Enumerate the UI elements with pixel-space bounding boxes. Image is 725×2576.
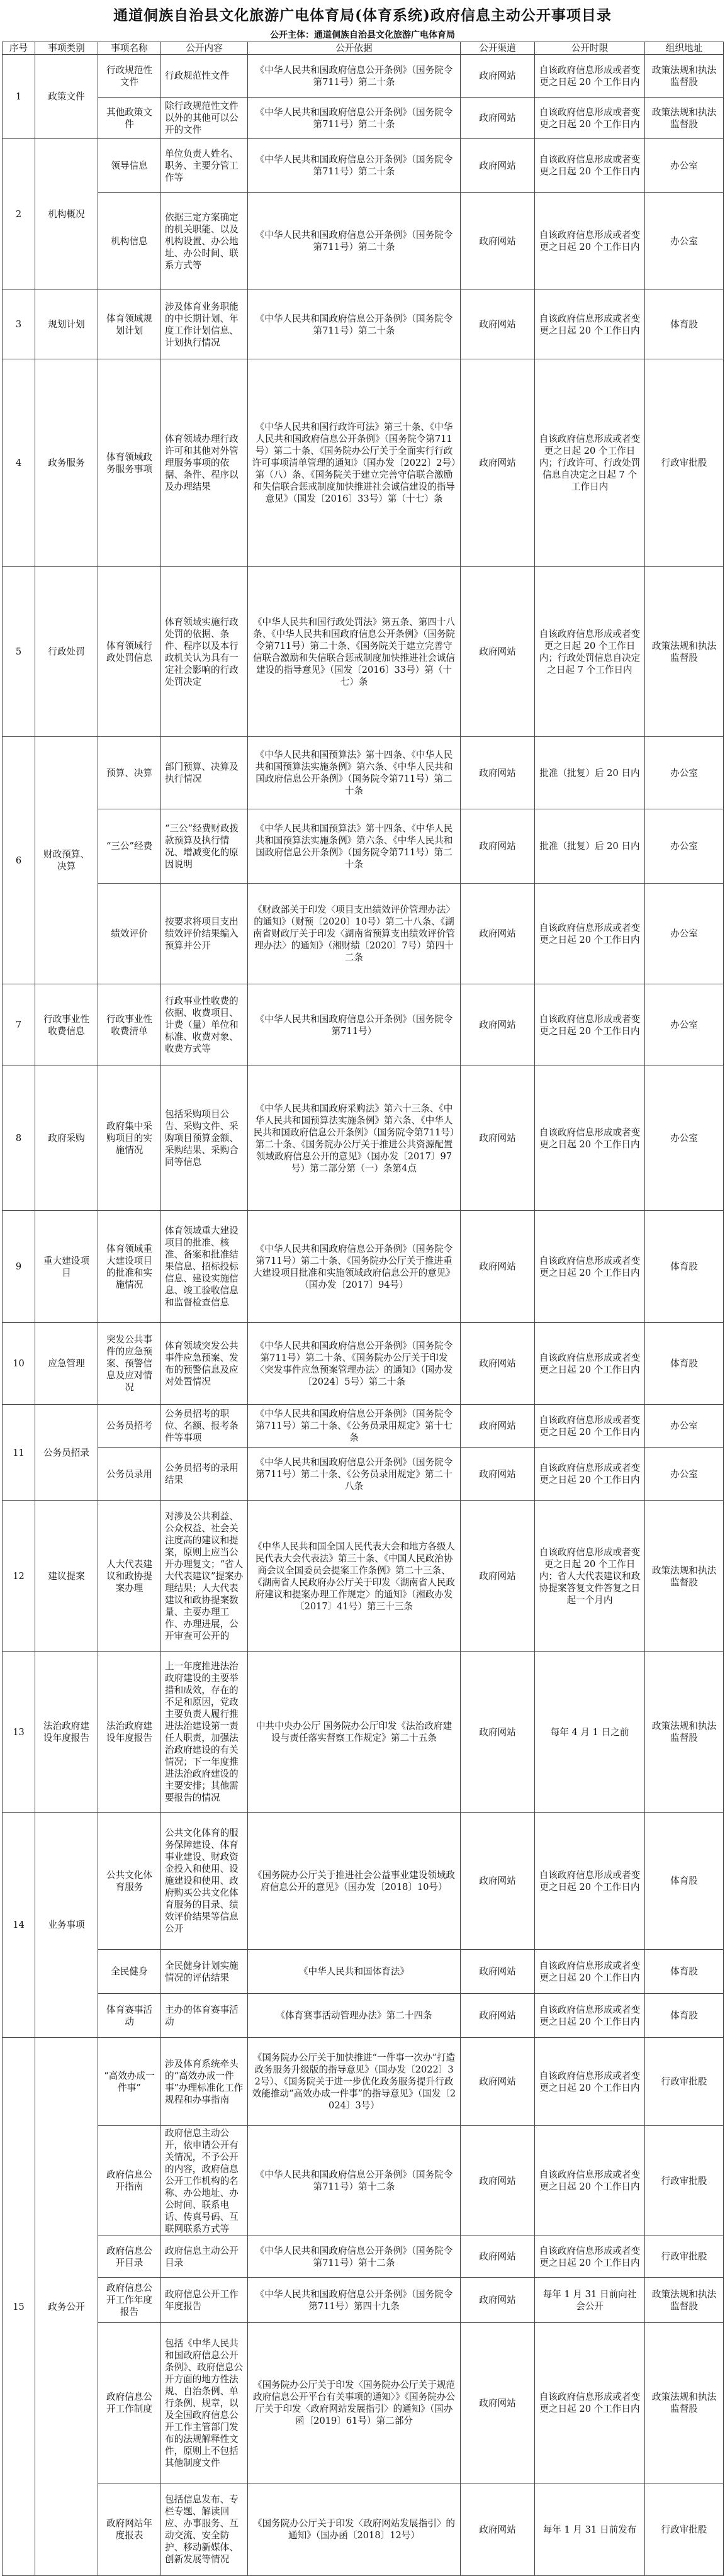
cell-channel: 政府网站 <box>461 98 535 139</box>
table-row <box>3 737 724 809</box>
cell-category: 行政处罚 <box>35 567 98 737</box>
catalog-table <box>2 42 724 2576</box>
cell-content: 部门预算、决算及执行情况 <box>161 737 248 809</box>
cell-department: 办公室 <box>645 1405 724 1448</box>
cell-channel: 政府网站 <box>461 290 535 359</box>
cell-index: 3 <box>3 290 35 359</box>
cell-channel: 政府网站 <box>461 1323 535 1405</box>
cell-category: 行政事业性收费信息 <box>35 984 98 1066</box>
table-row <box>3 1405 724 1448</box>
cell-time-limit: 自该政府信息形成或者变更之日起 20 个工作日内 <box>535 1211 645 1323</box>
cell-basis: 《中华人民共和国政府信息公开条例》（国务院令第711号）第二十条、《公务员录用规定》第二十八条 <box>248 1448 461 1501</box>
cell-basis: 《中华人民共和国政府信息公开条例》（国务院令第711号）第十二条 <box>248 2236 461 2278</box>
cell-time-limit: 自该政府信息形成或者变更之日起 20 个工作日内 <box>535 1323 645 1405</box>
header-time-limit: 公开时限 <box>535 42 645 55</box>
cell-content: 体育领域实施行政处罚的依据、条件、程序以及本行政机关认为具有一定社会影响的行政处罚决定 <box>161 567 248 737</box>
page <box>0 3 725 2565</box>
cell-channel: 政府网站 <box>461 884 535 984</box>
cell-category: 建议提案 <box>35 1501 98 1652</box>
cell-basis: 《中华人民共和国体育法》 <box>248 1950 461 1994</box>
cell-time-limit: 自该政府信息形成或者变更之日起 20 个工作日内 <box>535 193 645 290</box>
cell-basis: 中共中央办公厅 国务院办公厅印发《法治政府建设与责任落实督察工作规定》第二十五条 <box>248 1652 461 1813</box>
header-category: 事项类别 <box>35 42 98 55</box>
cell-department: 政策法规和执法监督股 <box>645 1652 724 1813</box>
cell-item-name: 政府信息公开指南 <box>98 2126 161 2236</box>
cell-channel: 政府网站 <box>461 359 535 567</box>
cell-category: 机构概况 <box>35 139 98 290</box>
cell-content: 按要求将项目支出绩效评价结果编入预算并公开 <box>161 884 248 984</box>
cell-channel: 政府网站 <box>461 1950 535 1994</box>
cell-channel: 政府网站 <box>461 2323 535 2483</box>
cell-department: 政策法规和执法监督股 <box>645 1501 724 1652</box>
cell-basis: 《中华人民共和国政府信息公开条例》（国务院令第711号）第四十九条 <box>248 2278 461 2323</box>
cell-index: 5 <box>3 567 35 737</box>
table-row <box>3 1211 724 1323</box>
cell-item-name: 体育领域重大建设项目的批准和实施情况 <box>98 1211 161 1323</box>
cell-basis: 《国务院办公厅关于加快推进“一件事一次办”打造政务服务升级版的指导意见》（国办发〔2022〕32号）、《国务院关于进一步优化政务服务提升行政效能推动“高效办成一件事”的指导意见》（国发〔2024〕3号） <box>248 2038 461 2126</box>
cell-content: 行政规范性文件 <box>161 55 248 98</box>
cell-department: 办公室 <box>645 193 724 290</box>
table-row <box>3 1950 724 1994</box>
table-row <box>3 2126 724 2236</box>
cell-content: 包括采购项目公告、采购文件、采购项目预算金额、采购结果、采购合同等信息 <box>161 1066 248 1211</box>
cell-channel: 政府网站 <box>461 55 535 98</box>
cell-department: 体育股 <box>645 1813 724 1950</box>
cell-department: 体育股 <box>645 1994 724 2038</box>
cell-department: 政策法规和执法监督股 <box>645 2278 724 2323</box>
cell-item-name: 人大代表建议和政协提案办理 <box>98 1501 161 1652</box>
cell-department: 办公室 <box>645 984 724 1066</box>
cell-time-limit: 自该政府信息形成或者变更之日起 20 个工作日内 <box>535 2126 645 2236</box>
page-subtitle: 公开主体：通道侗族自治县文化旅游广电体育局 <box>270 30 455 40</box>
cell-category: 规划计划 <box>35 290 98 359</box>
cell-basis: 《中华人民共和国政府信息公开条例》（国务院令第711号）第二十条 <box>248 55 461 98</box>
table-row <box>3 1813 724 1950</box>
table-row <box>3 1066 724 1211</box>
cell-content: 政府信息主动公开，依申请公开有关情况，不予公开的内容，政府信息公开工作机构的名称、办公地址、办公时间、联系电话、传真号码、互联网联系方式等 <box>161 2126 248 2236</box>
cell-time-limit: 自该政府信息形成或者变更之日起 20 个工作日内；行政处罚信息自决定之日起 7 个工作日内 <box>535 567 645 737</box>
cell-department: 办公室 <box>645 1066 724 1211</box>
cell-basis: 《国务院办公厅关于推进社会公益事业建设领域政府信息公开的意见》（国办发〔2018〕10号） <box>248 1813 461 1950</box>
cell-content: 涉及体育业务职能的中长期计划、年度工作计划信息、计划执行情况 <box>161 290 248 359</box>
table-row <box>3 1652 724 1813</box>
cell-category: 政务公开 <box>35 2038 98 2576</box>
table-row <box>3 2278 724 2323</box>
cell-item-name: 政府网站年度报表 <box>98 2483 161 2576</box>
cell-channel: 政府网站 <box>461 2126 535 2236</box>
cell-time-limit: 自该政府信息形成或者变更之日起 20 个工作日内；省人大代表建议和政协提案答复文件答复之日起一个月内 <box>535 1501 645 1652</box>
cell-item-name: 全民健身 <box>98 1950 161 1994</box>
cell-department: 行政审批股 <box>645 2038 724 2126</box>
cell-time-limit: 自该政府信息形成或者变更之日起 20 个工作日内 <box>535 98 645 139</box>
cell-basis: 《中华人民共和国预算法》第十四条、《中华人民共和国预算法实施条例》第六条、《中华人民共和国政府信息公开条例》（国务院令第711号）第二十条 <box>248 737 461 809</box>
cell-channel: 政府网站 <box>461 2038 535 2126</box>
cell-basis: 《中华人民共和国政府信息公开条例》（国务院令第711号）第二十条、《国务院办公厅关于推进重大建设项目批准和实施领域政府信息公开的意见》（国办发〔2017〕94号） <box>248 1211 461 1323</box>
cell-item-name: 公务员录用 <box>98 1448 161 1501</box>
table-row <box>3 359 724 567</box>
cell-item-name: 体育领域规划计划 <box>98 290 161 359</box>
cell-content: 包括信息发布、专栏专题、解读回应、办事服务、互动交流、安全防护、移动新媒体、创新发展等情况 <box>161 2483 248 2576</box>
cell-time-limit: 自该政府信息形成或者变更之日起 20 个工作日内 <box>535 2236 645 2278</box>
header-item-name: 事项名称 <box>98 42 161 55</box>
cell-content: 公务员招考的录用结果 <box>161 1448 248 1501</box>
cell-index: 2 <box>3 139 35 290</box>
cell-index: 6 <box>3 737 35 984</box>
cell-basis: 《中华人民共和国政府采购法》第六十三条、《中华人民共和国预算法实施条例》第六条、《中华人民共和国政府信息公开条例》（国务院令第711号）第二十条、《国务院办公厅关于推进公共资源配置领域政府信息公开的意见》（国办发〔2017〕97号）第二部分第（一）条第4点 <box>248 1066 461 1211</box>
cell-content: 除行政规范性文件以外的其他可以公开的文件 <box>161 98 248 139</box>
cell-time-limit: 每年 1 月 31 日前发布 <box>535 2483 645 2576</box>
cell-time-limit: 自该政府信息形成或者变更之日起 20 个工作日内 <box>535 1813 645 1950</box>
cell-department: 办公室 <box>645 809 724 884</box>
cell-time-limit: 自该政府信息形成或者变更之日起 20 个工作日内 <box>535 55 645 98</box>
cell-department: 体育股 <box>645 1323 724 1405</box>
table-row <box>3 2038 724 2126</box>
cell-channel: 政府网站 <box>461 2236 535 2278</box>
cell-item-name: 体育领域行政处罚信息 <box>98 567 161 737</box>
cell-item-name: 预算、决算 <box>98 737 161 809</box>
cell-department: 体育股 <box>645 290 724 359</box>
cell-content: 政府信息主动公开目录 <box>161 2236 248 2278</box>
cell-content: 单位负责人姓名、职务、主要分管工作等 <box>161 139 248 193</box>
cell-content: 包括《中华人民共和国政府信息公开条例》、政府信息公开方面的地方性法规、自治条例、单行条例、规章，以及全国政府信息公开工作主管部门发布的法规解释性文件，原则上不包括其他制度文件 <box>161 2323 248 2483</box>
cell-department: 办公室 <box>645 139 724 193</box>
cell-channel: 政府网站 <box>461 1813 535 1950</box>
table-header-row <box>3 42 724 55</box>
cell-time-limit: 每年 1 月 31 日前向社会公开 <box>535 2278 645 2323</box>
cell-content: 政府信息公开工作年度报告 <box>161 2278 248 2323</box>
cell-basis: 《国务院办公厅关于印发〈国务院办公厅关于规范政府信息公开平台有关事项的通知〉》《国务院办公厅关于印发〈政府网站发展指引〉的通知》（国办函〔2019〕61号）第二部分 <box>248 2323 461 2483</box>
cell-index: 8 <box>3 1066 35 1211</box>
cell-item-name: “高效办成一件事” <box>98 2038 161 2126</box>
cell-category: 财政预算、决算 <box>35 737 98 984</box>
cell-department: 体育股 <box>645 1211 724 1323</box>
cell-content: 体育领域办理行政许可和其他对外管理服务事项的依据、条件、程序以及办理结果 <box>161 359 248 567</box>
cell-time-limit: 自该政府信息形成或者变更之日起 20 个工作日内 <box>535 2323 645 2483</box>
cell-index: 10 <box>3 1323 35 1405</box>
cell-time-limit: 自该政府信息形成或者变更之日起 20 个工作日内 <box>535 1405 645 1448</box>
cell-channel: 政府网站 <box>461 1448 535 1501</box>
cell-channel: 政府网站 <box>461 1501 535 1652</box>
table-row <box>3 98 724 139</box>
cell-category: 政务服务 <box>35 359 98 567</box>
cell-category: 应急管理 <box>35 1323 98 1405</box>
cell-content: 上一年度推进法治政府建设的主要举措和成效，存在的不足和原因，党政主要负责人履行推进法治建设第一责任人职责，加强法治政府建设的有关情况；下一年度推进法治政府建设的主要安排；其他需要报告的情况 <box>161 1652 248 1813</box>
cell-item-name: 行政事业性收费清单 <box>98 984 161 1066</box>
cell-department: 体育股 <box>645 1950 724 1994</box>
cell-basis: 《中华人民共和国行政处罚法》第五条、第四十八条、《中华人民共和国政府信息公开条例》（国务院令第711号）第二十条、《国务院关于建立完善守信联合激励和失信联合惩戒制度加快推进社会诚信建设的指导意见》（国发〔2016〕33号）第（十七）条 <box>248 567 461 737</box>
cell-item-name: 体育领域政务服务事项 <box>98 359 161 567</box>
cell-index: 7 <box>3 984 35 1066</box>
cell-item-name: 政府信息公开工作年度报告 <box>98 2278 161 2323</box>
cell-content: 主办的体育赛事活动 <box>161 1994 248 2038</box>
cell-department: 办公室 <box>645 1448 724 1501</box>
cell-item-name: 法治政府建设年度报告 <box>98 1652 161 1813</box>
cell-department: 办公室 <box>645 737 724 809</box>
cell-time-limit: 自该政府信息形成或者变更之日起 20 个工作日内 <box>535 984 645 1066</box>
cell-time-limit: 自该政府信息形成或者变更之日起 20 个工作日内 <box>535 290 645 359</box>
cell-time-limit: 自该政府信息形成或者变更之日起 20 个工作日内 <box>535 1950 645 1994</box>
cell-time-limit: 自该政府信息形成或者变更之日起 20 个工作日内 <box>535 1994 645 2038</box>
cell-time-limit: 自该政府信息形成或者变更之日起 20 个工作日内；行政许可、行政处罚信息自决定之日起 7 个工作日内 <box>535 359 645 567</box>
page-title: 通道侗族自治县文化旅游广电体育局(体育系统)政府信息主动公开事项目录 <box>113 7 612 24</box>
header-basis: 公开依据 <box>248 42 461 55</box>
cell-channel: 政府网站 <box>461 984 535 1066</box>
cell-department: 行政审批股 <box>645 359 724 567</box>
cell-time-limit: 自该政府信息形成或者变更之日起 20 个工作日内 <box>535 884 645 984</box>
cell-time-limit: 批准（批复）后 20 日内 <box>535 809 645 884</box>
table-row <box>3 884 724 984</box>
cell-basis: 《中华人民共和国行政许可法》第三十条、《中华人民共和国政府信息公开条例》（国务院令第711号）第二十条、《国务院办公厅关于全面实行行政许可事项清单管理的通知》（国办发〔2022〕2号）第（八）条、《国务院关于建立完善守信联合激励和失信联合惩戒制度加快推进社会诚信建设的指导意见》（国发〔2016〕33号）第（十七）条 <box>248 359 461 567</box>
cell-content: 体育领域突发公共事件应急预案、发布的预警信息及应对处置情况 <box>161 1323 248 1405</box>
table-row <box>3 193 724 290</box>
cell-content: 公务员招考的职位、名额、报考条件等事项 <box>161 1405 248 1448</box>
cell-index: 12 <box>3 1501 35 1652</box>
cell-department: 行政审批股 <box>645 2236 724 2278</box>
cell-category: 公务员招录 <box>35 1405 98 1501</box>
cell-time-limit: 每年 4 月 1 日之前 <box>535 1652 645 1813</box>
header-index: 序号 <box>3 42 35 55</box>
cell-channel: 政府网站 <box>461 193 535 290</box>
header-channel: 公开渠道 <box>461 42 535 55</box>
cell-content: 涉及体育系统牵头的“高效办成一件事”办理标准化工作规程和办事指南 <box>161 2038 248 2126</box>
cell-basis: 《中华人民共和国全国人民代表大会和地方各级人民代表大会代表法》第三十条、《中国人民政治协商会议全国委员会提案工作条例》第二十三条、《湖南省人民政府办公厅关于印发〈湖南省人民政府建议和提案办理工作规定〉的通知》（湘政办发〔2017〕41号）第三十三条 <box>248 1501 461 1652</box>
cell-department: 政策法规和执法监督股 <box>645 98 724 139</box>
cell-index: 14 <box>3 1813 35 2038</box>
cell-basis: 《中华人民共和国政府信息公开条例》（国务院令第711号）第二十条、《国务院办公厅关于印发〈突发事件应急预案管理办法〉的通知》（国办发〔2024〕5号）第二十条 <box>248 1323 461 1405</box>
table-row <box>3 2483 724 2576</box>
cell-basis: 《中华人民共和国预算法》第十四条、《中华人民共和国预算法实施条例》第六条、《中华人民共和国政府信息公开条例》（国务院令第711号）第二十条 <box>248 809 461 884</box>
cell-basis: 《中华人民共和国政府信息公开条例》（国务院令第711号）第二十条 <box>248 98 461 139</box>
table-row <box>3 1994 724 2038</box>
cell-basis: 《中华人民共和国政府信息公开条例》（国务院令第711号）第二十条、《公务员录用规定》第十七条 <box>248 1405 461 1448</box>
cell-item-name: 政府集中采购项目的实施情况 <box>98 1066 161 1211</box>
cell-channel: 政府网站 <box>461 2278 535 2323</box>
cell-channel: 政府网站 <box>461 1405 535 1448</box>
cell-item-name: 政府信息公开工作制度 <box>98 2323 161 2483</box>
cell-basis: 《中华人民共和国政府信息公开条例》（国务院令第711号） <box>248 984 461 1066</box>
cell-content: 依据三定方案确定的机关职能、以及机构设置、办公地址、办公时间、联系方式等 <box>161 193 248 290</box>
table-row <box>3 55 724 98</box>
cell-department: 政策法规和执法监督股 <box>645 567 724 737</box>
cell-index: 13 <box>3 1652 35 1813</box>
cell-category: 政府采购 <box>35 1066 98 1211</box>
cell-item-name: 政府信息公开目录 <box>98 2236 161 2278</box>
cell-index: 1 <box>3 55 35 139</box>
cell-channel: 政府网站 <box>461 139 535 193</box>
header-department: 组织地址 <box>645 42 724 55</box>
cell-content: “三公”经费财政拨款预算及执行情况、增减变化的原因说明 <box>161 809 248 884</box>
table-row <box>3 2323 724 2483</box>
cell-basis: 《中华人民共和国政府信息公开条例》（国务院令第711号）第二十条 <box>248 290 461 359</box>
cell-time-limit: 自该政府信息形成或者变更之日起 20 个工作日内 <box>535 1448 645 1501</box>
cell-index: 9 <box>3 1211 35 1323</box>
cell-department: 政策法规和执法监督股 <box>645 55 724 98</box>
cell-basis: 《中华人民共和国政府信息公开条例》（国务院令第711号）第二十条 <box>248 193 461 290</box>
table-row <box>3 1501 724 1652</box>
header-content: 公开内容 <box>161 42 248 55</box>
cell-basis: 《财政部关于印发〈项目支出绩效评价管理办法〉的通知》（财预〔2020〕10号）第二十八条、《湖南省财政厅关于印发〈湖南省预算支出绩效评价管理办法〉的通知》（湘财绩〔2020〕7号）第四十二条 <box>248 884 461 984</box>
cell-department: 政策法规和执法监督股 <box>645 2323 724 2483</box>
cell-item-name: “三公”经费 <box>98 809 161 884</box>
cell-content: 公共文化体育的服务保障建设、体育事业建设、财政资金投入和使用、设施建设和使用、政府购买公共文化体育服务的目录、绩效评价结果等信息公开 <box>161 1813 248 1950</box>
cell-index: 15 <box>3 2038 35 2576</box>
cell-basis: 《体育赛事活动管理办法》第二十四条 <box>248 1994 461 2038</box>
cell-item-name: 领导信息 <box>98 139 161 193</box>
cell-item-name: 体育赛事活动 <box>98 1994 161 2038</box>
table-row <box>3 984 724 1066</box>
cell-index: 4 <box>3 359 35 567</box>
cell-channel: 政府网站 <box>461 2483 535 2576</box>
cell-content: 体育领域重大建设项目的批准、核准、备案和批准结果信息、招标投标信息、建设实施信息、竣工验收信息和监督检查信息 <box>161 1211 248 1323</box>
table-row <box>3 1323 724 1405</box>
cell-time-limit: 自该政府信息形成或者变更之日起 20 个工作日内 <box>535 139 645 193</box>
cell-basis: 《中华人民共和国政府信息公开条例》（国务院令第711号）第十二条 <box>248 2126 461 2236</box>
cell-channel: 政府网站 <box>461 809 535 884</box>
table-row <box>3 567 724 737</box>
cell-content: 对涉及公共利益、公众权益、社会关注度高的建议和提案，原则上应当公开办理复文；“省人大代表建议”提案办理结果；人大代表建议和政协提案数量、主要办理工作、办理进展，公开审查可公开的 <box>161 1501 248 1652</box>
cell-content: 行政事业性收费的依据、收费项目、计费（量）单位和标准、收费对象、收费方式等 <box>161 984 248 1066</box>
table-row <box>3 1448 724 1501</box>
table-row <box>3 809 724 884</box>
cell-item-name: 绩效评价 <box>98 884 161 984</box>
cell-channel: 政府网站 <box>461 737 535 809</box>
cell-item-name: 其他政策文件 <box>98 98 161 139</box>
cell-basis: 《国务院办公厅关于印发〈政府网站发展指引〉的通知》（国办函〔2018〕12号） <box>248 2483 461 2576</box>
cell-department: 办公室 <box>645 884 724 984</box>
cell-item-name: 机构信息 <box>98 193 161 290</box>
cell-department: 行政审批股 <box>645 2126 724 2236</box>
cell-item-name: 公务员招考 <box>98 1405 161 1448</box>
cell-item-name: 突发公共事件的应急预案、预警信息及应对情况 <box>98 1323 161 1405</box>
cell-channel: 政府网站 <box>461 1066 535 1211</box>
table-body <box>3 55 724 2576</box>
cell-channel: 政府网站 <box>461 1652 535 1813</box>
table-row <box>3 139 724 193</box>
cell-channel: 政府网站 <box>461 1994 535 2038</box>
cell-time-limit: 批准（批复）后 20 日内 <box>535 737 645 809</box>
table-row <box>3 290 724 359</box>
cell-content: 全民健身计划实施情况的评估结果 <box>161 1950 248 1994</box>
cell-item-name: 行政规范性文件 <box>98 55 161 98</box>
cell-index: 11 <box>3 1405 35 1501</box>
cell-category: 业务事项 <box>35 1813 98 2038</box>
cell-category: 政策文件 <box>35 55 98 139</box>
cell-basis: 《中华人民共和国政府信息公开条例》（国务院令第711号）第二十条 <box>248 139 461 193</box>
cell-department: 行政审批股 <box>645 2483 724 2576</box>
cell-item-name: 公共文化体育服务 <box>98 1813 161 1950</box>
table-row <box>3 2236 724 2278</box>
cell-channel: 政府网站 <box>461 567 535 737</box>
cell-channel: 政府网站 <box>461 1211 535 1323</box>
cell-time-limit: 自该政府信息形成或者变更之日起 20 个工作日内 <box>535 1066 645 1211</box>
cell-time-limit: 自该政府信息形成或者变更之日起 20 个工作日内 <box>535 2038 645 2126</box>
cell-category: 重大建设项目 <box>35 1211 98 1323</box>
cell-category: 法治政府建设年度报告 <box>35 1652 98 1813</box>
